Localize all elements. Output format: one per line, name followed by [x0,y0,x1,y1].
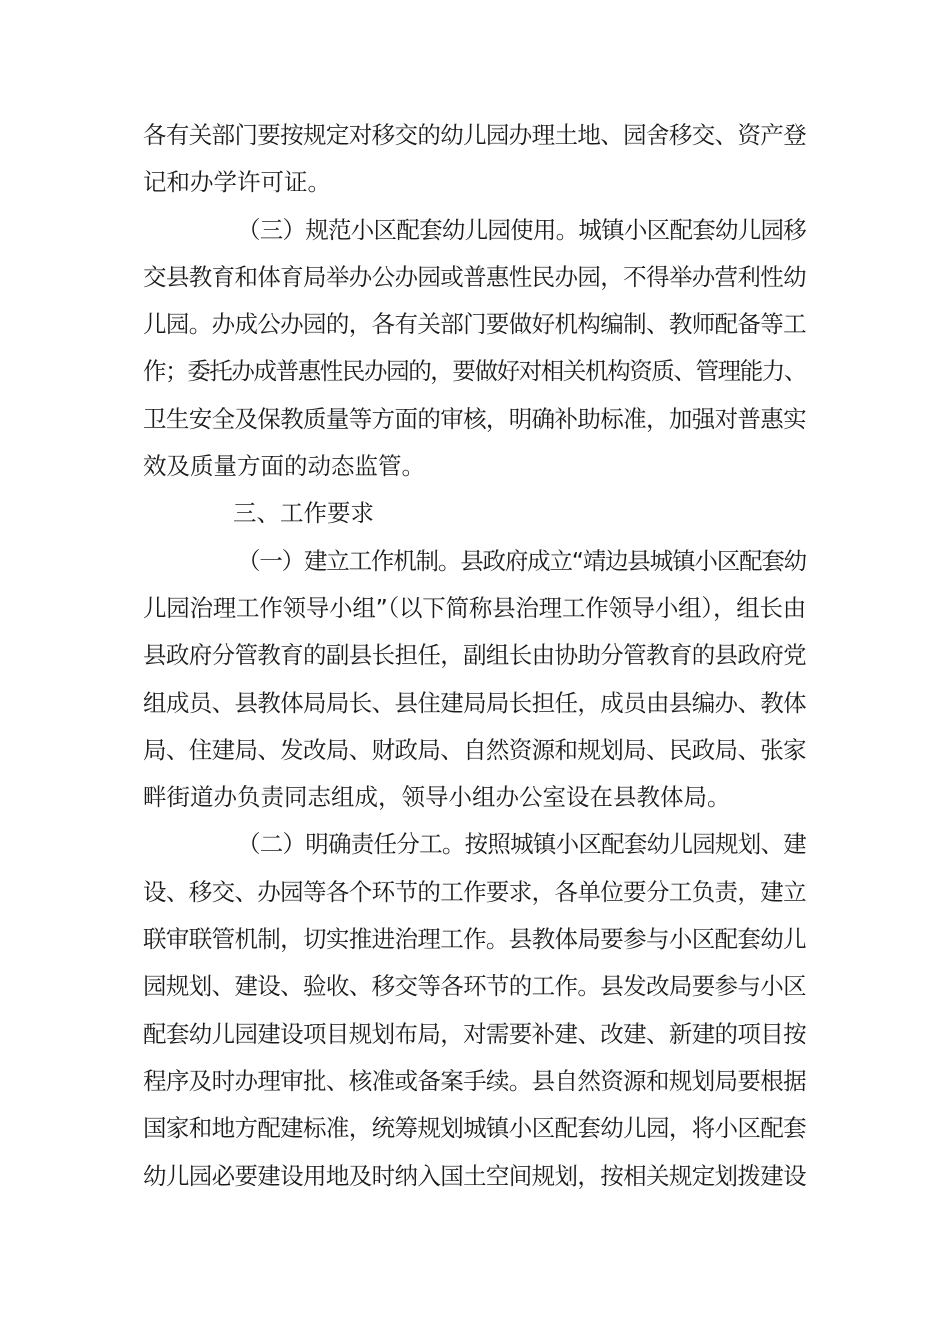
text-line: 儿园。办成公办园的，各有关部门要做好机构编制、教师配备等工 [143,310,806,339]
text-line: 县政府分管教育的副县长担任，副组长由协助分管教育的县政府党 [143,641,806,670]
text-line: 各有关部门要按规定对移交的幼儿园办理土地、园舍移交、资产登 [143,121,806,149]
text-line: 儿园治理工作领导小组”（以下简称县治理工作领导小组），组长由 [143,593,806,622]
text-line: 效及质量方面的动态监管。 [143,452,425,481]
text-line: 交县教育和体育局举办公办园或普惠性民办园，不得举办营利性幼 [143,262,806,291]
text-line: 卫生安全及保教质量等方面的审核，明确补助标准，加强对普惠实 [143,404,806,433]
text-line: 局、住建局、发改局、财政局、自然资源和规划局、民政局、张家 [143,735,806,764]
text-line: 国家和地方配建标准，统筹规划城镇小区配套幼儿园，将小区配套 [143,1114,806,1143]
text-line: 作；委托办成普惠性民办园的，要做好对相关机构资质、管理能力、 [143,357,806,386]
text-line: （三）规范小区配套幼儿园使用。城镇小区配套幼儿园移 [237,215,806,244]
text-line: 程序及时办理审批、核准或备案手续。县自然资源和规划局要根据 [143,1066,806,1095]
text-line: （一）建立工作机制。县政府成立“靖边县城镇小区配套幼 [237,546,806,575]
text-line: 联审联管机制，切实推进治理工作。县教体局要参与小区配套幼儿 [143,925,806,954]
text-line: 记和办学许可证。 [143,168,331,197]
text-line: 畔街道办负责同志组成，领导小组办公室设在县教体局。 [143,783,731,812]
text-line: （二）明确责任分工。按照城镇小区配套幼儿园规划、建 [237,830,806,859]
text-line: 园规划、建设、验收、移交等各环节的工作。县发改局要参与小区 [143,972,806,1001]
body-text [143,112,813,1200]
text-line: 配套幼儿园建设项目规划布局，对需要补建、改建、新建的项目按 [143,1019,806,1048]
text-line: 组成员、县教体局局长、县住建局局长担任，成员由县编办、教体 [143,688,806,717]
text-line: 幼儿园必要建设用地及时纳入国土空间规划，按相关规定划拨建设 [143,1161,806,1190]
text-line: 设、移交、办园等各个环节的工作要求，各单位要分工负责，建立 [143,877,806,906]
section-heading: 三、工作要求 [233,499,374,528]
